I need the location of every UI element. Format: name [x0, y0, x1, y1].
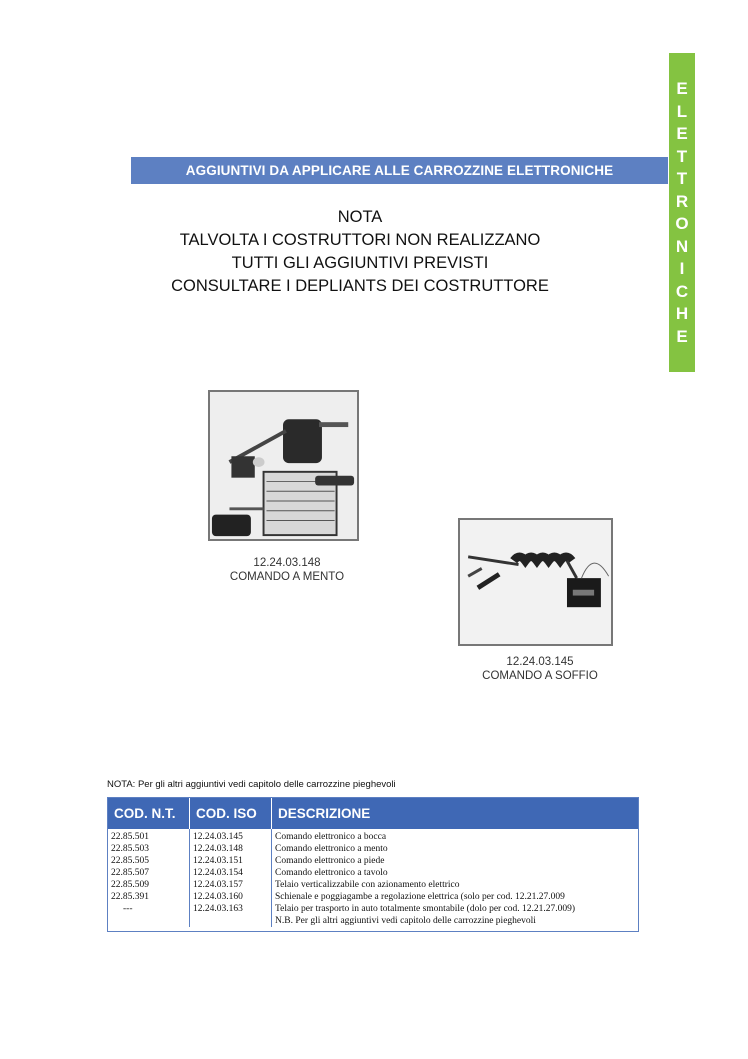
- column-cod-nt: [108, 829, 190, 927]
- chin-control-illustration: [210, 392, 357, 539]
- cell-descrizione: Comando elettronico a bocca: [275, 832, 387, 842]
- tab-letter: T: [676, 169, 688, 188]
- tab-letter: H: [675, 304, 689, 323]
- sip-puff-control-photo: [458, 518, 613, 646]
- product-name: COMANDO A MENTO: [229, 571, 345, 583]
- cell-descrizione: Telaio per trasporto in auto totalmente smontabile (dolo per cod. 12.21.27.009): [275, 904, 576, 914]
- header-cod-nt: COD. N.T.: [108, 798, 190, 829]
- section-banner: AGGIUNTIVI DA APPLICARE ALLE CARROZZINE ELETTRONICHE: [131, 157, 668, 184]
- tab-letter: I: [679, 259, 685, 278]
- column-descrizione: [272, 829, 638, 927]
- cell-cod-nt: 22.85.505: [111, 856, 149, 866]
- product-name: COMANDO A SOFFIO: [482, 670, 598, 682]
- tab-letter: E: [676, 124, 688, 143]
- table-note: NOTA: Per gli altri aggiuntivi vedi capitolo delle carrozzine pieghevoli: [107, 779, 396, 790]
- cell-cod-iso: 12.24.03.160: [193, 892, 243, 902]
- cell-cod-iso: 12.24.03.154: [193, 868, 243, 878]
- cell-cod-iso: 12.24.03.145: [193, 832, 243, 842]
- chin-control-photo: [208, 390, 359, 541]
- tab-letter: O: [675, 214, 689, 233]
- cell-cod-iso: 12.24.03.157: [193, 880, 243, 890]
- sip-puff-control-illustration: [460, 520, 611, 644]
- section-tab-elettroniche: [669, 53, 695, 372]
- cell-cod-nt: 22.85.509: [111, 880, 149, 890]
- nota-line: TUTTI GLI AGGIUNTIVI PREVISTI: [231, 254, 489, 272]
- product-code: 12.24.03.148: [253, 557, 321, 569]
- cell-descrizione: Comando elettronico a mento: [275, 844, 388, 854]
- parts-table: [107, 797, 639, 932]
- cell-descrizione: N.B. Per gli altri aggiuntivi vedi capitolo delle carrozzine pieghevoli: [275, 916, 536, 926]
- cell-descrizione: Comando elettronico a tavolo: [275, 868, 388, 878]
- tab-letter: E: [676, 326, 688, 346]
- cell-cod-nt: 22.85.501: [111, 832, 149, 842]
- cell-cod-nt: 22.85.391: [111, 892, 149, 902]
- cell-cod-nt: ---: [123, 904, 133, 914]
- nota-line: TALVOLTA I COSTRUTTORI NON REALIZZANO: [179, 231, 541, 249]
- cell-cod-iso: 12.24.03.163: [193, 904, 243, 914]
- cell-cod-nt: 22.85.503: [111, 844, 149, 854]
- cell-descrizione: Telaio verticalizzabile con azionamento elettrico: [275, 880, 460, 890]
- cell-cod-iso: 12.24.03.151: [193, 856, 243, 866]
- product-code: 12.24.03.145: [506, 656, 574, 668]
- tab-letter: R: [675, 191, 689, 211]
- nota-line: CONSULTARE I DEPLIANTS DEI COSTRUTTORE: [171, 277, 549, 295]
- sip-puff-caption: [465, 655, 615, 683]
- nota-block: [150, 206, 570, 298]
- cell-cod-iso: [193, 915, 271, 927]
- tab-letter: E: [676, 79, 688, 98]
- tab-letter: L: [676, 101, 688, 121]
- tab-letter: N: [675, 236, 689, 256]
- cell-cod-nt: 22.85.507: [111, 868, 149, 878]
- chin-control-caption: [212, 556, 362, 584]
- column-cod-iso: [190, 829, 272, 927]
- tab-letter: C: [675, 281, 689, 301]
- header-descrizione: DESCRIZIONE: [278, 806, 371, 821]
- cell-descrizione: Comando elettronico a piede: [275, 856, 385, 866]
- cell-cod-nt: [111, 915, 189, 927]
- table-body: [108, 829, 638, 931]
- header-cod-iso: COD. ISO: [190, 798, 272, 829]
- tab-letter: T: [676, 146, 688, 166]
- table-header: [108, 798, 638, 829]
- cell-cod-iso: 12.24.03.148: [193, 844, 243, 854]
- nota-heading: NOTA: [337, 208, 383, 226]
- cell-descrizione: Schienale e poggiagambe a regolazione elettrica (solo per cod. 12.21.27.009: [275, 892, 565, 902]
